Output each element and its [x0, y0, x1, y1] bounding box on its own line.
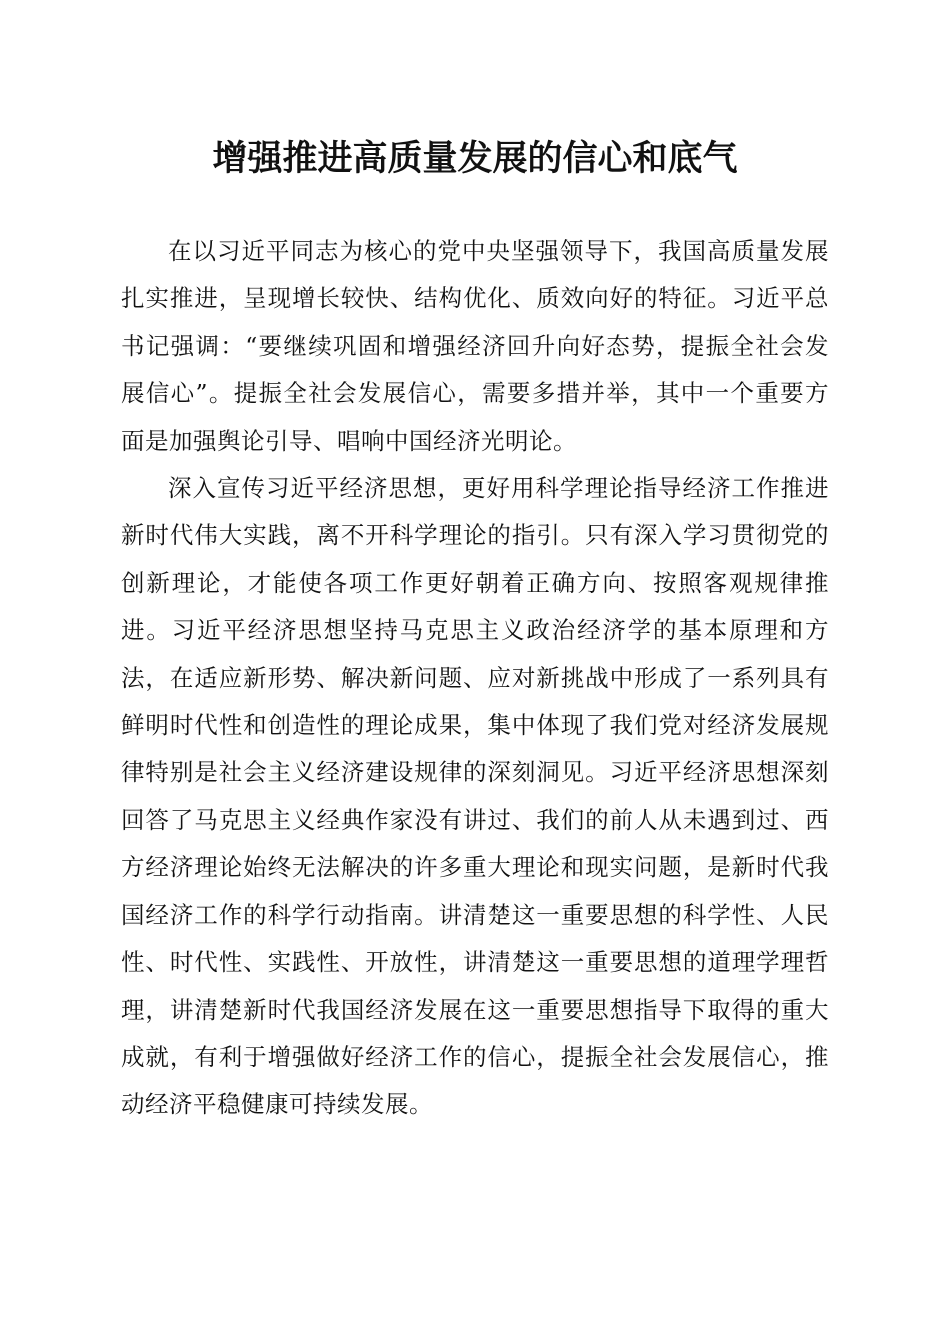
document-title: 增强推进高质量发展的信心和底气	[212, 138, 738, 179]
document-body	[121, 228, 829, 1129]
paragraph-1: 在以习近平同志为核心的党中央坚强领导下，我国高质量发展扎实推进，呈现增长较快、结构优化、质效向好的特征。习近平总书记强调：“要继续巩固和增强经济回升向好态势，提振全社会发展信心”。提振全社会发展信心，需要多措并举，其中一个重要方面是加强舆论引导、唱响中国经济光明论。	[121, 237, 829, 455]
paragraph-2: 深入宣传习近平经济思想，更好用科学理论指导经济工作推进新时代伟大实践，离不开科学理论的指引。只有深入学习贯彻党的创新理论，才能使各项工作更好朝着正确方向、按照客观规律推进。习近平经济思想坚持马克思主义政治经济学的基本原理和方法，在适应新形势、解决新问题、应对新挑战中形成了一系列具有鲜明时代性和创造性的理论成果，集中体现了我们党对经济发展规律特别是社会主义经济建设规律的深刻洞见。习近平经济思想深刻回答了马克思主义经典作家没有讲过、我们的前人从未遇到过、西方经济理论始终无法解决的许多重大理论和现实问题，是新时代我国经济工作的科学行动指南。讲清楚这一重要思想的科学性、人民性、时代性、实践性、开放性，讲清楚这一重要思想的道理学理哲理，讲清楚新时代我国经济发展在这一重要思想指导下取得的重大成就，有利于增强做好经济工作的信心，提振全社会发展信心，推动经济平稳健康可持续发展。	[121, 474, 829, 1119]
